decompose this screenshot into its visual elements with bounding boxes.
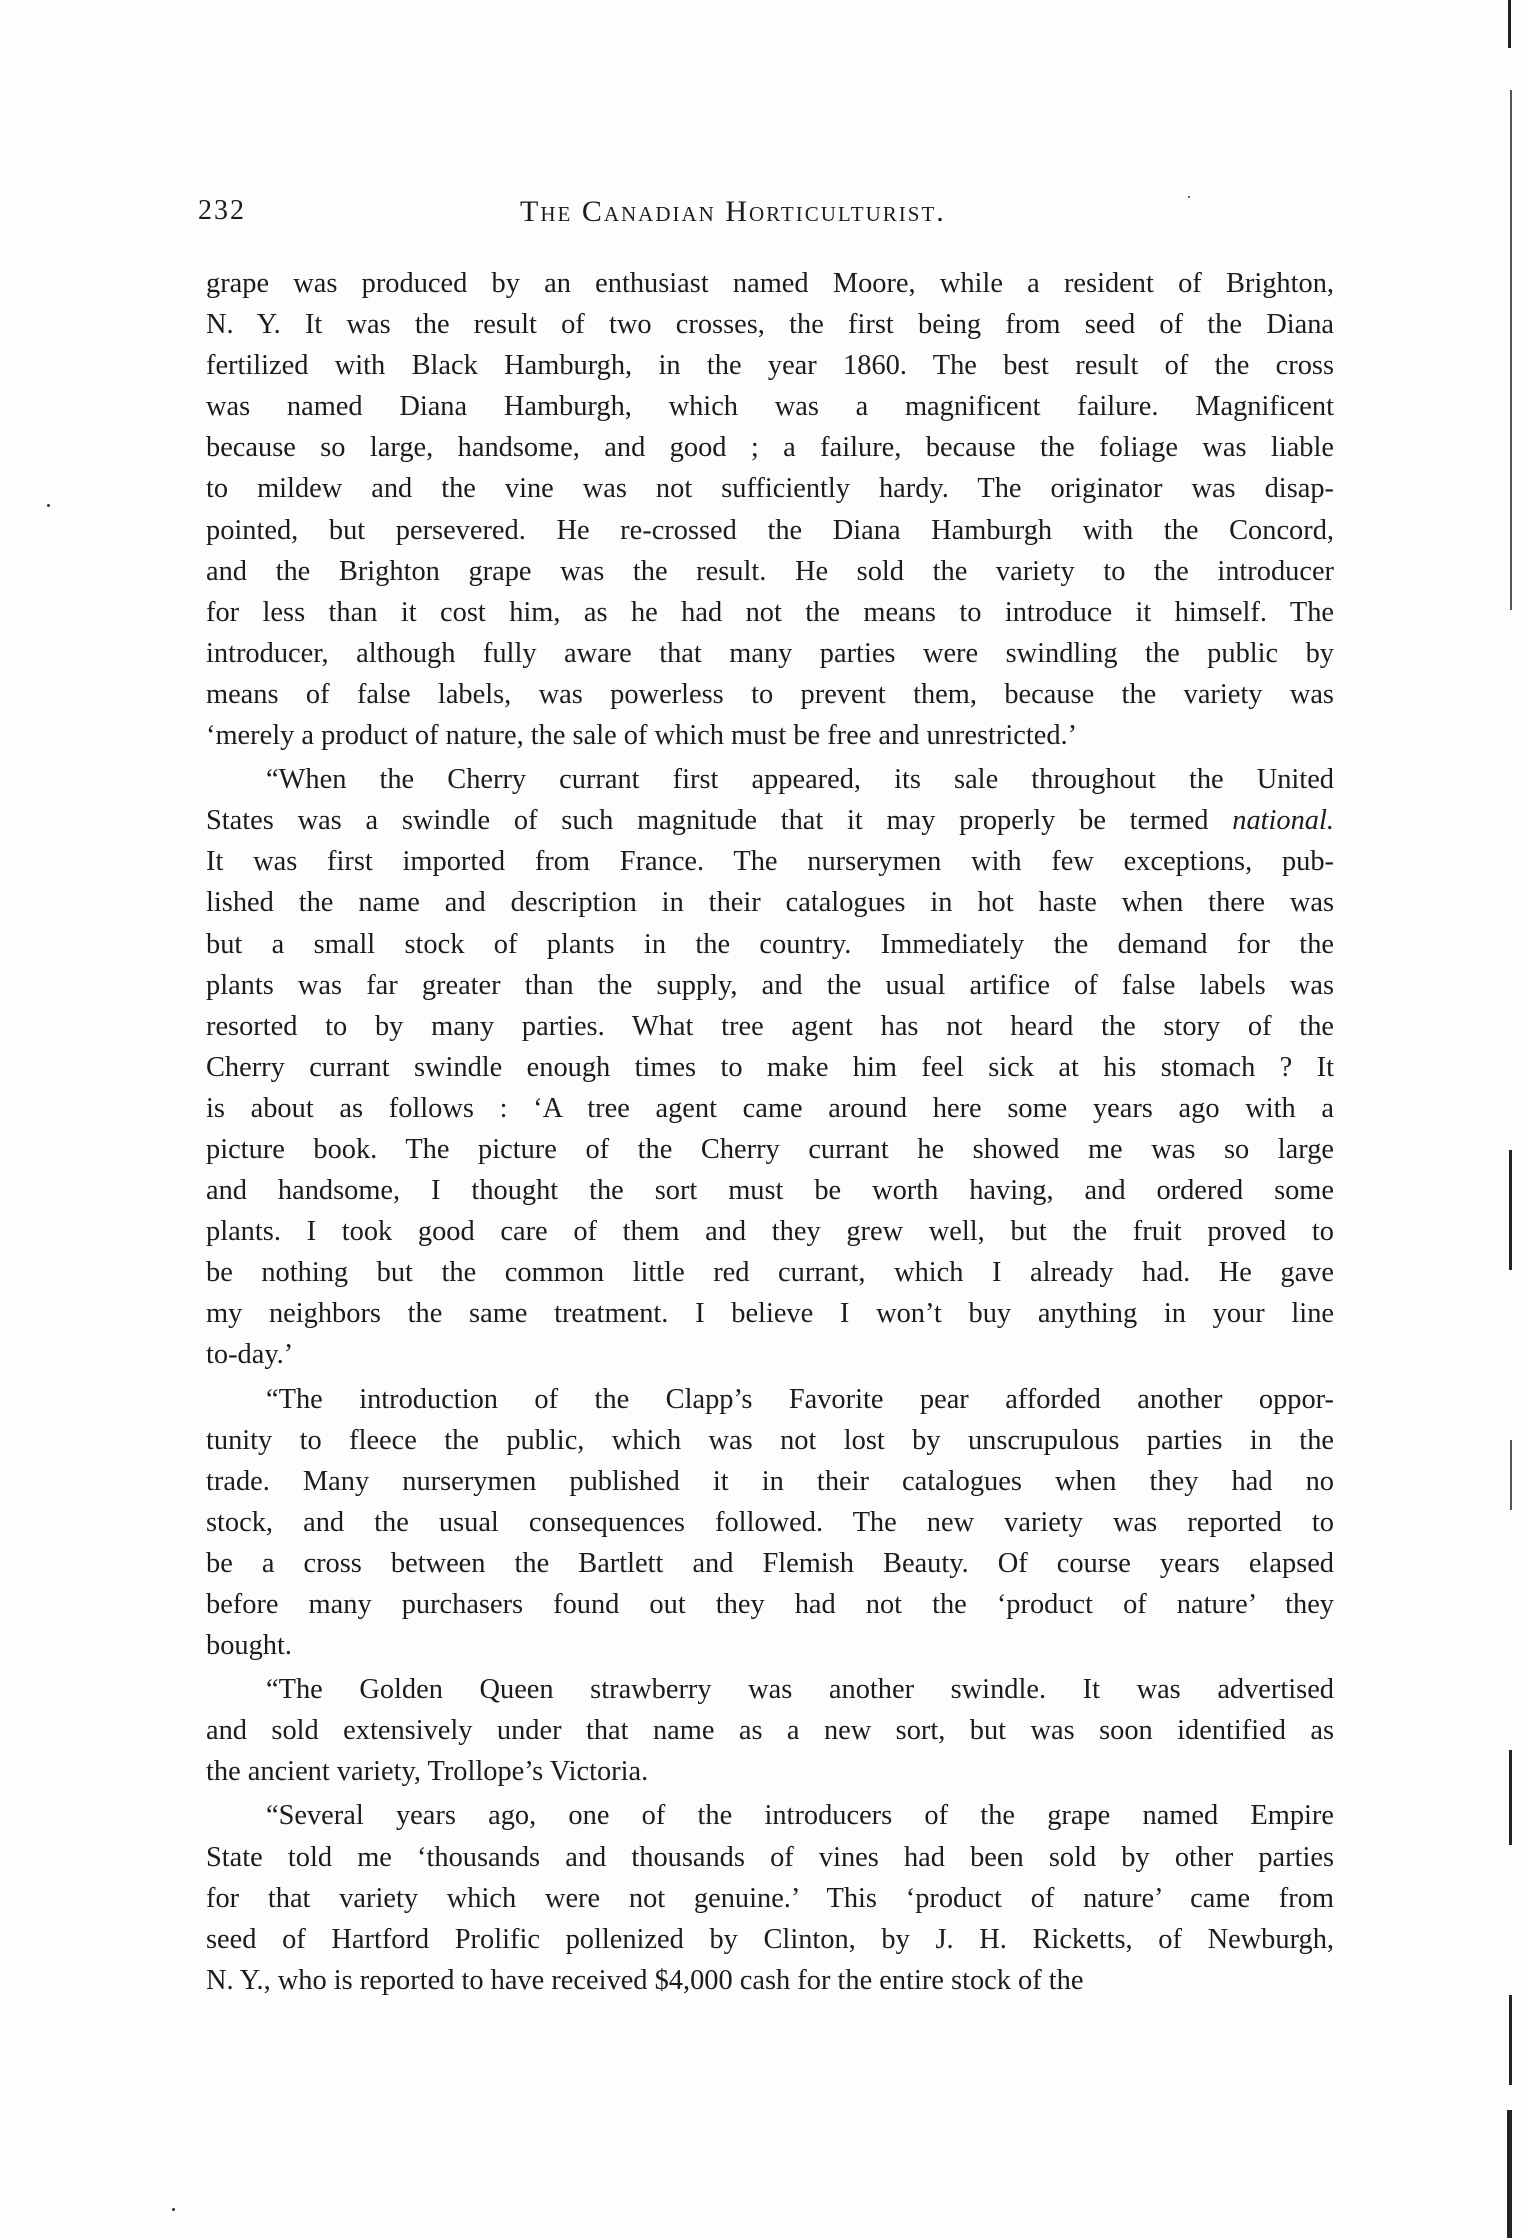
scan-edge-line xyxy=(1508,0,1511,48)
scan-edge-line xyxy=(1507,2110,1512,2238)
text-line: plants. I took good care of them and they grew well, but the fruit proved to xyxy=(206,1216,1334,1248)
text-line: the ancient variety, Trollope’s Victoria. xyxy=(206,1756,649,1788)
scan-speck xyxy=(47,504,50,507)
scan-edge-line xyxy=(1509,1150,1512,1270)
paragraph xyxy=(206,1379,1334,1667)
text-line: resorted to by many parties. What tree agent has not heard the story of the xyxy=(206,1010,1334,1042)
text-line: “The introduction of the Clapp’s Favorite pear afforded another oppor- xyxy=(266,1383,1334,1415)
text-line: States was a swindle of such magnitude that it may properly be termed national. xyxy=(206,805,1334,837)
text-line: bought. xyxy=(206,1630,292,1662)
scan-speck xyxy=(172,2208,175,2211)
text-line: plants was far greater than the supply, and the usual artifice of false labels was xyxy=(206,969,1334,1001)
text-line: because so large, handsome, and good ; a failure, because the foliage was liable xyxy=(206,432,1334,464)
text-line: It was first imported from France. The nurserymen with few exceptions, pub- xyxy=(206,846,1334,878)
paragraph xyxy=(206,1669,1334,1792)
text-line: stock, and the usual consequences followed. The new variety was reported to xyxy=(206,1506,1334,1538)
text-line: tunity to fleece the public, which was not lost by unscrupulous parties in the xyxy=(206,1424,1334,1456)
text-line: lished the name and description in their catalogues in hot haste when there was xyxy=(206,887,1334,919)
text-line: for that variety which were not genuine.’ This ‘product of nature’ came from xyxy=(206,1882,1334,1914)
scan-edge-line xyxy=(1509,1995,1512,2085)
text-line: before many purchasers found out they had not the ‘product of nature’ they xyxy=(206,1589,1334,1620)
text-line: for less than it cost him, as he had not the means to introduce it himself. The xyxy=(206,596,1334,628)
running-header xyxy=(198,195,1338,235)
text-line: ‘merely a product of nature, the sale of which must be free and unrestricted.’ xyxy=(206,720,1078,752)
text-line: be nothing but the common little red currant, which I already had. He gave xyxy=(206,1257,1334,1289)
text-line: and the Brighton grape was the result. He sold the variety to the introducer xyxy=(206,555,1334,587)
text-line: to mildew and the vine was not sufficiently hardy. The originator was disap- xyxy=(206,473,1334,505)
paragraph xyxy=(206,759,1334,1375)
text-line: my neighbors the same treatment. I believe I won’t buy anything in your line xyxy=(206,1298,1334,1330)
text-line: pointed, but persevered. He re-crossed the Diana Hamburgh with the Concord, xyxy=(206,514,1334,546)
page-number: 232 xyxy=(198,195,246,226)
scan-edge-line xyxy=(1509,1750,1512,1845)
text-line: introducer, although fully aware that many parties were swindling the public by xyxy=(206,637,1334,669)
text-line: grape was produced by an enthusiast named Moore, while a resident of Brighton, xyxy=(206,268,1334,299)
text-line: picture book. The picture of the Cherry currant he showed me was so large xyxy=(206,1133,1334,1165)
running-title: The Canadian Horticulturist. xyxy=(520,195,946,228)
text-line: was named Diana Hamburgh, which was a magnificent failure. Magnificent xyxy=(206,391,1334,423)
scan-edge-line xyxy=(1510,1440,1512,1510)
scan-speck xyxy=(1188,196,1190,198)
text-line: “Several years ago, one of the introducers of the grape named Empire xyxy=(266,1800,1334,1832)
text-line: but a small stock of plants in the country. Immediately the demand for the xyxy=(206,928,1334,960)
scan-edge-line xyxy=(1510,90,1512,610)
text-line: and sold extensively under that name as a new sort, but was soon identified as xyxy=(206,1715,1334,1747)
text-line: N. Y. It was the result of two crosses, the first being from seed of the Diana xyxy=(206,309,1334,341)
text-line: trade. Many nurserymen published it in their catalogues when they had no xyxy=(206,1465,1334,1497)
paragraph xyxy=(206,263,1334,756)
text-line: seed of Hartford Prolific pollenized by Clinton, by J. H. Ricketts, of Newburgh, xyxy=(206,1923,1334,1955)
text-line: to-day.’ xyxy=(206,1339,294,1371)
text-line: State told me ‘thousands and thousands of vines had been sold by other parties xyxy=(206,1841,1334,1873)
text-line: and handsome, I thought the sort must be worth having, and ordered some xyxy=(206,1175,1334,1207)
text-line: be a cross between the Bartlett and Flemish Beauty. Of course years elapsed xyxy=(206,1547,1334,1579)
text-line: “When the Cherry currant first appeared, its sale throughout the United xyxy=(266,764,1334,796)
text-line: fertilized with Black Hamburgh, in the year 1860. The best result of the cross xyxy=(206,350,1334,382)
text-line: Cherry currant swindle enough times to make him feel sick at his stomach ? It xyxy=(206,1051,1334,1083)
text-line: N. Y., who is reported to have received $4,000 cash for the entire stock of the xyxy=(206,1964,1084,1996)
text-line: means of false labels, was powerless to prevent them, because the variety was xyxy=(206,678,1334,710)
paragraph xyxy=(206,1795,1334,2000)
text-line: is about as follows : ‘A tree agent came around here some years ago with a xyxy=(206,1092,1334,1124)
text-line: “The Golden Queen strawberry was another swindle. It was advertised xyxy=(266,1674,1334,1706)
body-text xyxy=(206,263,1334,2001)
